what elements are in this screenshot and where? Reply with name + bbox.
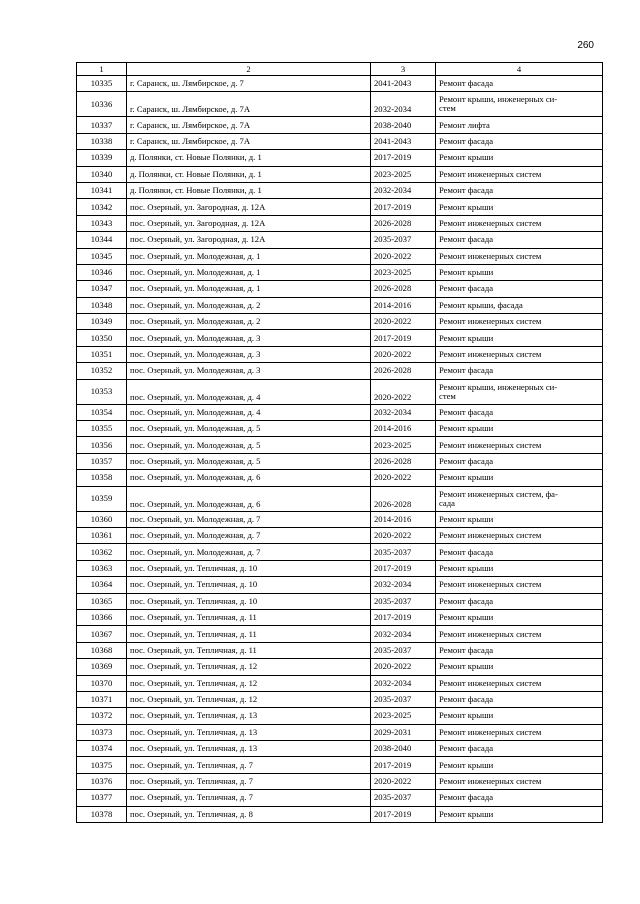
- table-row: [77, 379, 603, 404]
- address-cell: пос. Озерный, ул. Тепличная, д. 12: [127, 691, 371, 707]
- table-row: [77, 708, 603, 724]
- work-type-cell: Ремонт фасада: [436, 741, 603, 757]
- address-cell: пос. Озерный, ул. Тепличная, д. 10: [127, 560, 371, 576]
- row-number-cell: 10338: [77, 133, 127, 149]
- row-number-cell: 10352: [77, 363, 127, 379]
- work-type-cell: Ремонт инженерных систем: [436, 215, 603, 231]
- address-cell: пос. Озерный, ул. Молодежная, д. 5: [127, 437, 371, 453]
- table-row: [77, 363, 603, 379]
- column-header-2: 2: [127, 63, 371, 76]
- row-number-cell: 10366: [77, 609, 127, 625]
- work-type-cell: Ремонт крыши: [436, 264, 603, 280]
- work-type-cell: Ремонт инженерных систем: [436, 248, 603, 264]
- row-number-cell: 10348: [77, 297, 127, 313]
- work-type-cell: Ремонт крыши: [436, 659, 603, 675]
- address-cell: пос. Озерный, ул. Молодежная, д. 7: [127, 511, 371, 527]
- work-type-cell: Ремонт инженерных систем: [436, 577, 603, 593]
- work-type-cell: Ремонт крыши: [436, 199, 603, 215]
- address-cell: пос. Озерный, ул. Молодежная, д. 3: [127, 346, 371, 362]
- row-number-cell: 10359: [77, 486, 127, 511]
- page-number: 260: [577, 40, 594, 51]
- period-cell: 2032-2034: [371, 577, 436, 593]
- address-cell: д. Полянки, ст. Новые Полянки, д. 1: [127, 182, 371, 198]
- row-number-cell: 10356: [77, 437, 127, 453]
- work-type-cell: Ремонт инженерных систем: [436, 166, 603, 182]
- address-cell: д. Полянки, ст. Новые Полянки, д. 1: [127, 166, 371, 182]
- row-number-cell: 10358: [77, 470, 127, 486]
- table-row: [77, 166, 603, 182]
- work-type-cell: Ремонт инженерных систем: [436, 626, 603, 642]
- address-cell: пос. Озерный, ул. Тепличная, д. 13: [127, 724, 371, 740]
- work-type-cell: Ремонт инженерных систем: [436, 527, 603, 543]
- work-type-cell: Ремонт инженерных систем: [436, 346, 603, 362]
- address-cell: пос. Озерный, ул. Тепличная, д. 7: [127, 773, 371, 789]
- table-row: [77, 659, 603, 675]
- work-type-cell: Ремонт фасада: [436, 232, 603, 248]
- table-row: [77, 626, 603, 642]
- address-cell: пос. Озерный, ул. Молодежная, д. 1: [127, 264, 371, 280]
- work-type-cell: Ремонт фасада: [436, 133, 603, 149]
- address-cell: пос. Озерный, ул. Молодежная, д. 6: [127, 470, 371, 486]
- work-type-cell: Ремонт крыши: [436, 511, 603, 527]
- row-number-cell: 10376: [77, 773, 127, 789]
- row-number-cell: 10361: [77, 527, 127, 543]
- period-cell: 2020-2022: [371, 470, 436, 486]
- table-row: [77, 609, 603, 625]
- table-row: [77, 544, 603, 560]
- row-number-cell: 10344: [77, 232, 127, 248]
- address-cell: пос. Озерный, ул. Молодежная, д. 4: [127, 379, 371, 404]
- table-row: [77, 470, 603, 486]
- table-row: [77, 724, 603, 740]
- work-type-cell: Ремонт крыши, фасада: [436, 297, 603, 313]
- work-type-cell: Ремонт фасада: [436, 790, 603, 806]
- period-cell: 2020-2022: [371, 379, 436, 404]
- table-row: [77, 199, 603, 215]
- row-number-cell: 10364: [77, 577, 127, 593]
- row-number-cell: 10378: [77, 806, 127, 822]
- period-cell: 2026-2028: [371, 453, 436, 469]
- period-cell: 2026-2028: [371, 281, 436, 297]
- row-number-cell: 10375: [77, 757, 127, 773]
- row-number-cell: 10349: [77, 314, 127, 330]
- work-type-cell: Ремонт инженерных систем: [436, 724, 603, 740]
- period-cell: 2026-2028: [371, 486, 436, 511]
- table-row: [77, 232, 603, 248]
- table-row: [77, 330, 603, 346]
- row-number-cell: 10367: [77, 626, 127, 642]
- address-cell: пос. Озерный, ул. Тепличная, д. 10: [127, 593, 371, 609]
- table-row: [77, 281, 603, 297]
- address-cell: г. Саранск, ш. Лямбирское, д. 7А: [127, 92, 371, 117]
- table-row: [77, 593, 603, 609]
- period-cell: 2029-2031: [371, 724, 436, 740]
- work-type-cell: Ремонт крыши: [436, 421, 603, 437]
- row-number-cell: 10371: [77, 691, 127, 707]
- row-number-cell: 10340: [77, 166, 127, 182]
- row-number-cell: 10354: [77, 404, 127, 420]
- row-number-cell: 10353: [77, 379, 127, 404]
- address-cell: пос. Озерный, ул. Молодежная, д. 6: [127, 486, 371, 511]
- work-type-cell: Ремонт фасада: [436, 404, 603, 420]
- table-row: [77, 806, 603, 822]
- address-cell: г. Саранск, ш. Лямбирское, д. 7А: [127, 117, 371, 133]
- row-number-cell: 10362: [77, 544, 127, 560]
- period-cell: 2014-2016: [371, 511, 436, 527]
- table-row: [77, 560, 603, 576]
- address-cell: пос. Озерный, ул. Молодежная, д. 5: [127, 453, 371, 469]
- period-cell: 2035-2037: [371, 642, 436, 658]
- work-type-cell: Ремонт крыши: [436, 150, 603, 166]
- work-type-cell: Ремонт фасада: [436, 691, 603, 707]
- work-type-cell: Ремонт крыши: [436, 806, 603, 822]
- table-row: [77, 117, 603, 133]
- address-cell: пос. Озерный, ул. Тепличная, д. 8: [127, 806, 371, 822]
- work-type-cell: Ремонт крыши: [436, 470, 603, 486]
- work-type-cell: Ремонт фасада: [436, 363, 603, 379]
- row-number-cell: 10343: [77, 215, 127, 231]
- address-cell: пос. Озерный, ул. Молодежная, д. 5: [127, 421, 371, 437]
- table-row: [77, 76, 603, 92]
- row-number-cell: 10339: [77, 150, 127, 166]
- address-cell: пос. Озерный, ул. Тепличная, д. 11: [127, 609, 371, 625]
- period-cell: 2038-2040: [371, 741, 436, 757]
- table-body: [77, 76, 603, 823]
- address-cell: д. Полянки, ст. Новые Полянки, д. 1: [127, 150, 371, 166]
- table-row: [77, 133, 603, 149]
- table-row: [77, 741, 603, 757]
- address-cell: г. Саранск, ш. Лямбирское, д. 7А: [127, 133, 371, 149]
- address-cell: пос. Озерный, ул. Загородная, д. 12А: [127, 232, 371, 248]
- address-cell: пос. Озерный, ул. Молодежная, д. 7: [127, 527, 371, 543]
- period-cell: 2023-2025: [371, 166, 436, 182]
- address-cell: пос. Озерный, ул. Загородная, д. 12А: [127, 215, 371, 231]
- row-number-cell: 10341: [77, 182, 127, 198]
- address-cell: пос. Озерный, ул. Тепличная, д. 13: [127, 708, 371, 724]
- row-number-cell: 10363: [77, 560, 127, 576]
- address-cell: пос. Озерный, ул. Тепличная, д. 7: [127, 790, 371, 806]
- period-cell: 2014-2016: [371, 421, 436, 437]
- period-cell: 2020-2022: [371, 314, 436, 330]
- row-number-cell: 10342: [77, 199, 127, 215]
- table-row: [77, 404, 603, 420]
- work-type-cell: Ремонт инженерных систем: [436, 314, 603, 330]
- address-cell: пос. Озерный, ул. Тепличная, д. 11: [127, 642, 371, 658]
- period-cell: 2035-2037: [371, 691, 436, 707]
- period-cell: 2026-2028: [371, 363, 436, 379]
- period-cell: 2032-2034: [371, 626, 436, 642]
- table-row: [77, 675, 603, 691]
- table-row: [77, 790, 603, 806]
- table-row: [77, 757, 603, 773]
- table-row: [77, 297, 603, 313]
- period-cell: 2020-2022: [371, 248, 436, 264]
- row-number-cell: 10377: [77, 790, 127, 806]
- table-row: [77, 577, 603, 593]
- table-row: [77, 486, 603, 511]
- table-row: [77, 437, 603, 453]
- period-cell: 2035-2037: [371, 593, 436, 609]
- table-row: [77, 264, 603, 280]
- table-row: [77, 421, 603, 437]
- row-number-cell: 10374: [77, 741, 127, 757]
- period-cell: 2017-2019: [371, 330, 436, 346]
- work-type-cell: Ремонт лифта: [436, 117, 603, 133]
- address-cell: пос. Озерный, ул. Тепличная, д. 7: [127, 757, 371, 773]
- period-cell: 2017-2019: [371, 150, 436, 166]
- period-cell: 2017-2019: [371, 609, 436, 625]
- work-type-cell: Ремонт фасада: [436, 593, 603, 609]
- row-number-cell: 10372: [77, 708, 127, 724]
- table-row: [77, 215, 603, 231]
- table-row: [77, 773, 603, 789]
- table-row: [77, 182, 603, 198]
- period-cell: 2023-2025: [371, 264, 436, 280]
- address-cell: пос. Озерный, ул. Молодежная, д. 3: [127, 330, 371, 346]
- period-cell: 2032-2034: [371, 92, 436, 117]
- address-cell: г. Саранск, ш. Лямбирское, д. 7: [127, 76, 371, 92]
- period-cell: 2032-2034: [371, 404, 436, 420]
- period-cell: 2017-2019: [371, 560, 436, 576]
- work-type-cell: Ремонт фасада: [436, 642, 603, 658]
- table-row: [77, 453, 603, 469]
- row-number-cell: 10357: [77, 453, 127, 469]
- row-number-cell: 10335: [77, 76, 127, 92]
- period-cell: 2026-2028: [371, 215, 436, 231]
- address-cell: пос. Озерный, ул. Тепличная, д. 10: [127, 577, 371, 593]
- column-header-1: 1: [77, 63, 127, 76]
- row-number-cell: 10369: [77, 659, 127, 675]
- work-type-cell: Ремонт крыши: [436, 330, 603, 346]
- period-cell: 2014-2016: [371, 297, 436, 313]
- address-cell: пос. Озерный, ул. Молодежная, д. 1: [127, 281, 371, 297]
- row-number-cell: 10351: [77, 346, 127, 362]
- address-cell: пос. Озерный, ул. Тепличная, д. 13: [127, 741, 371, 757]
- row-number-cell: 10365: [77, 593, 127, 609]
- repair-schedule-table: [76, 62, 603, 823]
- work-type-cell: Ремонт инженерных систем, фа- сада: [436, 486, 603, 511]
- period-cell: 2023-2025: [371, 437, 436, 453]
- address-cell: пос. Озерный, ул. Молодежная, д. 1: [127, 248, 371, 264]
- row-number-cell: 10368: [77, 642, 127, 658]
- address-cell: пос. Озерный, ул. Молодежная, д. 2: [127, 297, 371, 313]
- table-row: [77, 642, 603, 658]
- table-row: [77, 511, 603, 527]
- row-number-cell: 10370: [77, 675, 127, 691]
- row-number-cell: 10347: [77, 281, 127, 297]
- period-cell: 2035-2037: [371, 232, 436, 248]
- header-row: [77, 63, 603, 76]
- row-number-cell: 10345: [77, 248, 127, 264]
- period-cell: 2035-2037: [371, 790, 436, 806]
- period-cell: 2032-2034: [371, 182, 436, 198]
- work-type-cell: Ремонт фасада: [436, 544, 603, 560]
- address-cell: пос. Озерный, ул. Молодежная, д. 2: [127, 314, 371, 330]
- row-number-cell: 10336: [77, 92, 127, 117]
- work-type-cell: Ремонт крыши: [436, 560, 603, 576]
- address-cell: пос. Озерный, ул. Загородная, д. 12А: [127, 199, 371, 215]
- table-row: [77, 314, 603, 330]
- row-number-cell: 10346: [77, 264, 127, 280]
- work-type-cell: Ремонт фасада: [436, 281, 603, 297]
- period-cell: 2035-2037: [371, 544, 436, 560]
- table-header: [77, 63, 603, 76]
- period-cell: 2017-2019: [371, 806, 436, 822]
- period-cell: 2020-2022: [371, 773, 436, 789]
- address-cell: пос. Озерный, ул. Тепличная, д. 12: [127, 659, 371, 675]
- work-type-cell: Ремонт крыши: [436, 609, 603, 625]
- period-cell: 2032-2034: [371, 675, 436, 691]
- work-type-cell: Ремонт крыши, инженерных си- стем: [436, 92, 603, 117]
- row-number-cell: 10373: [77, 724, 127, 740]
- work-type-cell: Ремонт крыши, инженерных си- стем: [436, 379, 603, 404]
- address-cell: пос. Озерный, ул. Молодежная, д. 7: [127, 544, 371, 560]
- period-cell: 2017-2019: [371, 199, 436, 215]
- period-cell: 2017-2019: [371, 757, 436, 773]
- work-type-cell: Ремонт инженерных систем: [436, 773, 603, 789]
- address-cell: пос. Озерный, ул. Тепличная, д. 12: [127, 675, 371, 691]
- work-type-cell: Ремонт инженерных систем: [436, 437, 603, 453]
- work-type-cell: Ремонт фасада: [436, 453, 603, 469]
- period-cell: 2023-2025: [371, 708, 436, 724]
- row-number-cell: 10350: [77, 330, 127, 346]
- period-cell: 2020-2022: [371, 527, 436, 543]
- table-row: [77, 527, 603, 543]
- work-type-cell: Ремонт фасада: [436, 76, 603, 92]
- period-cell: 2038-2040: [371, 117, 436, 133]
- row-number-cell: 10360: [77, 511, 127, 527]
- work-type-cell: Ремонт инженерных систем: [436, 675, 603, 691]
- work-type-cell: Ремонт крыши: [436, 757, 603, 773]
- work-type-cell: Ремонт крыши: [436, 708, 603, 724]
- period-cell: 2041-2043: [371, 76, 436, 92]
- table-row: [77, 150, 603, 166]
- period-cell: 2020-2022: [371, 659, 436, 675]
- table-row: [77, 92, 603, 117]
- address-cell: пос. Озерный, ул. Молодежная, д. 3: [127, 363, 371, 379]
- work-type-cell: Ремонт фасада: [436, 182, 603, 198]
- row-number-cell: 10355: [77, 421, 127, 437]
- address-cell: пос. Озерный, ул. Молодежная, д. 4: [127, 404, 371, 420]
- address-cell: пос. Озерный, ул. Тепличная, д. 11: [127, 626, 371, 642]
- row-number-cell: 10337: [77, 117, 127, 133]
- column-header-4: 4: [436, 63, 603, 76]
- table-row: [77, 346, 603, 362]
- table-row: [77, 248, 603, 264]
- table-row: [77, 691, 603, 707]
- period-cell: 2041-2043: [371, 133, 436, 149]
- period-cell: 2020-2022: [371, 346, 436, 362]
- column-header-3: 3: [371, 63, 436, 76]
